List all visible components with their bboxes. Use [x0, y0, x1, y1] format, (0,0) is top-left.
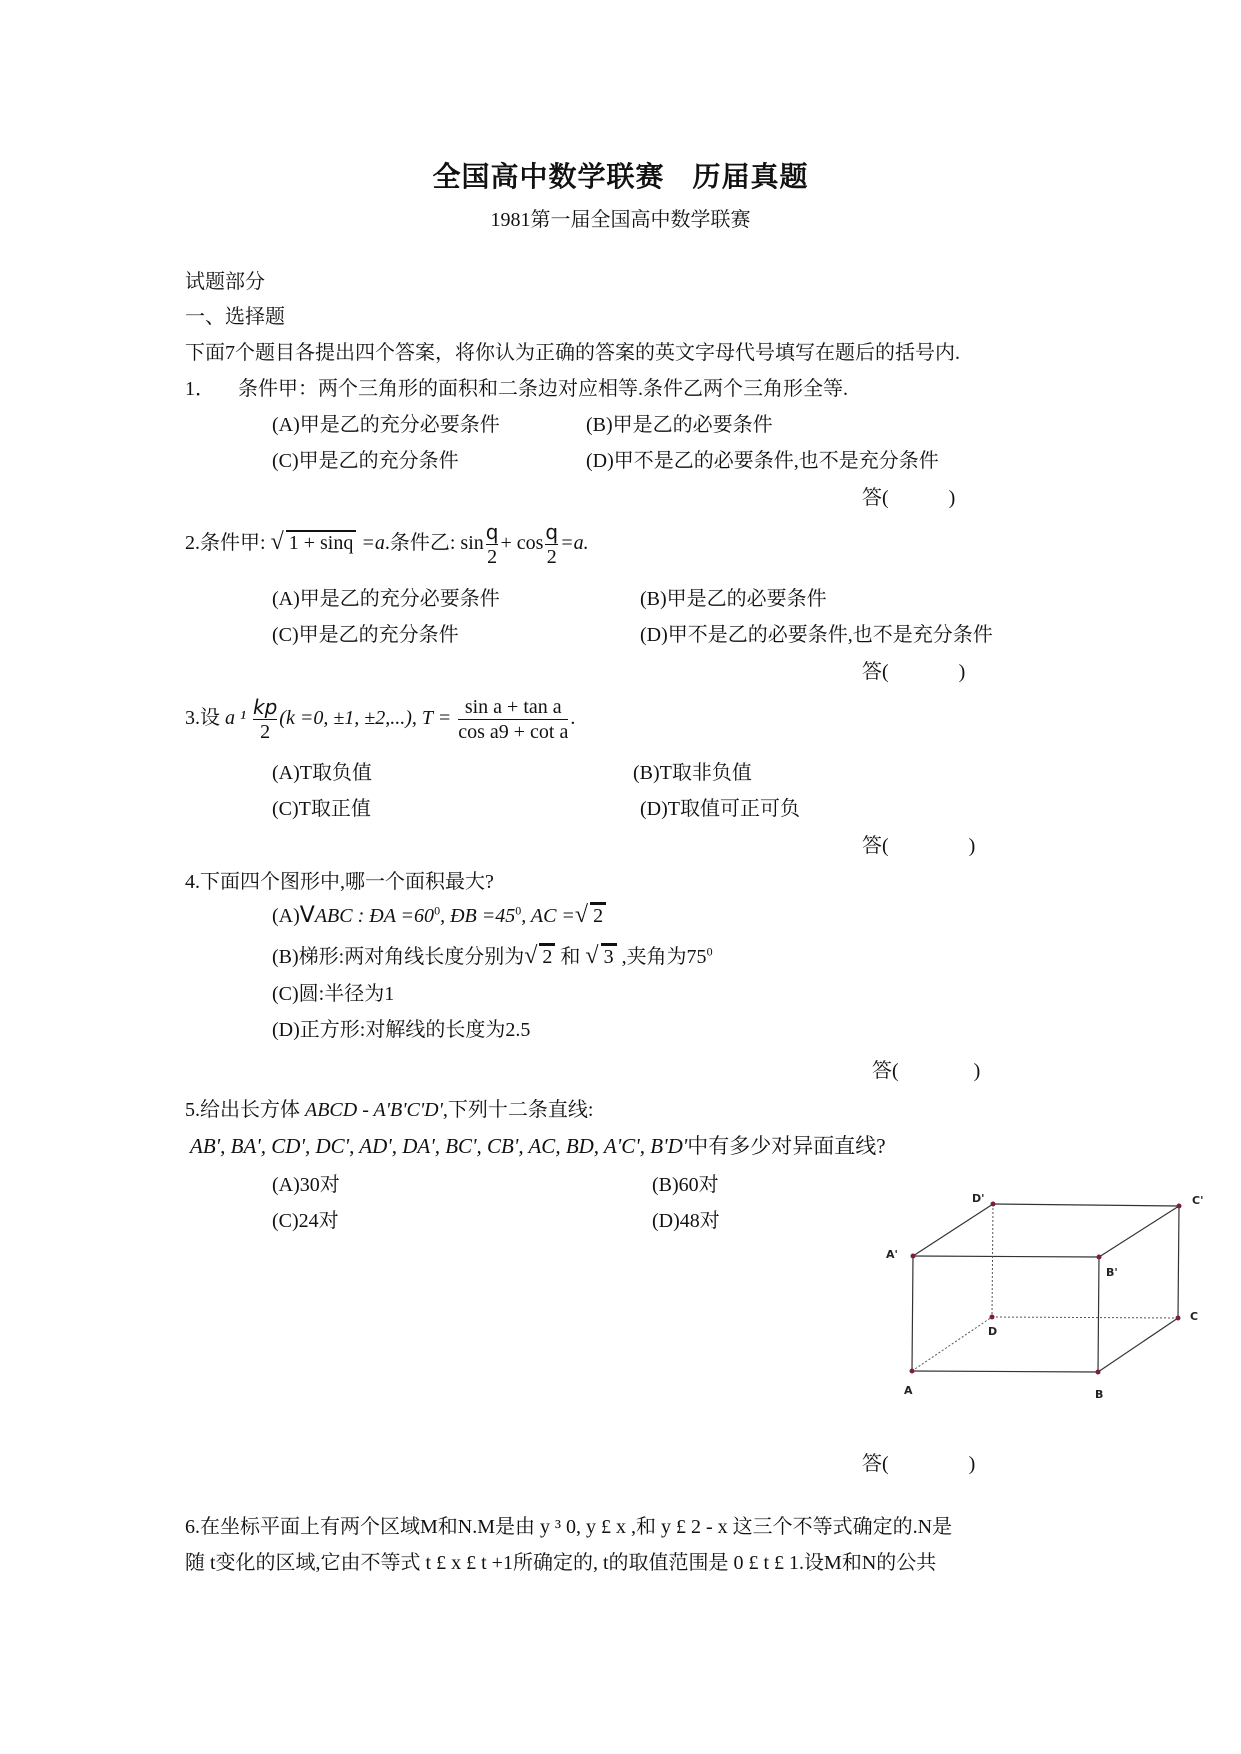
triangle-icon: V: [299, 903, 315, 928]
vertex-label: B': [1106, 1266, 1118, 1279]
question-2-stem: [185, 520, 589, 569]
question-number: 6.: [185, 1516, 200, 1538]
answer-close: ): [948, 487, 956, 509]
q4-option-b: [272, 940, 713, 970]
sqrt-icon: √: [270, 529, 284, 556]
numerator: sin a + tan a: [464, 696, 562, 718]
vertex-label: A': [886, 1248, 898, 1261]
option-end: , AC =: [521, 905, 575, 927]
q3-option-a: (A)T取负值: [272, 762, 372, 784]
option-mid: , ÐB =45: [440, 905, 516, 927]
fraction-T: [458, 695, 568, 744]
a-not-equal: a ¹: [225, 707, 246, 730]
vertex-label: A: [904, 1384, 913, 1397]
q4-answer-blank[interactable]: [872, 1054, 980, 1083]
cuboid-figure: [880, 1190, 1220, 1410]
q3-option-c: (C)T取正值: [272, 798, 371, 820]
q5-option-b: (B)60对: [652, 1174, 719, 1196]
numerator: kp: [253, 695, 278, 719]
q2-option-c: (C)甲是乙的充分条件: [272, 624, 459, 646]
question-number: 3.设: [185, 707, 220, 730]
line-list: AB', BA', CD', DC', AD', DA', BC', CB', AC, BD, A'C', B'D': [190, 1134, 688, 1158]
cuboid-diagram: [880, 1190, 1220, 1410]
question-6-line-2: 随 t变化的区域,它由不等式 t £ x £ t +1所确定的, t的取值范围是 0 £ t £ 1.设M和N的公共: [185, 1552, 937, 1574]
question-number: 1．: [185, 378, 215, 400]
q2-option-a: (A)甲是乙的充分必要条件: [272, 588, 500, 610]
q5-option-c: (C)24对: [272, 1210, 339, 1232]
title-part-1: 全国高中数学联赛: [432, 160, 665, 193]
question-text: 条件甲：两个三角形的面积和二条边对应相等.条件乙两个三角形全等.: [238, 378, 848, 400]
answer-label: 答(: [862, 661, 889, 683]
answer-label: 答(: [872, 1060, 899, 1082]
plus-cos: + cos: [500, 532, 544, 555]
q1-option-d: (D)甲不是乙的必要条件,也不是充分条件: [586, 450, 939, 472]
q1-option-c: (C)甲是乙的充分条件: [272, 450, 459, 472]
q2-option-b: (B)甲是乙的必要条件: [640, 588, 827, 610]
q3-option-d: (D)T取值可正可负: [640, 798, 800, 820]
q5-option-a: (A)30对: [272, 1174, 340, 1196]
solid-name: ABCD - A'B'C'D': [305, 1099, 443, 1121]
question-number: 2.: [185, 532, 200, 555]
numerator: q: [545, 520, 559, 544]
q5-answer-blank[interactable]: [862, 1447, 975, 1476]
fraction-q-over-2: [486, 520, 499, 569]
q1-option-a: (A)甲是乙的充分必要条件: [272, 414, 500, 436]
question-number: 4.: [185, 871, 200, 893]
option-body: ABC : ÐA =60: [314, 905, 435, 927]
q4-option-c: (C)圆:半径为1: [272, 983, 395, 1005]
stem-prefix: 条件甲:: [200, 532, 266, 555]
instructions: 下面7个题目各提出四个答案，将你认为正确的答案的英文字母代号填写在题后的括号内.: [185, 342, 960, 364]
numerator: q: [485, 520, 499, 544]
question-5-lines: [190, 1130, 886, 1160]
stem-mid: .条件乙:: [384, 532, 456, 555]
vertex-label: C: [1190, 1310, 1199, 1323]
answer-label: 答(: [862, 835, 889, 857]
fraction-kp-over-2: [253, 695, 277, 744]
sqrt-content: 2: [590, 902, 606, 928]
degree-sup: 0: [434, 903, 441, 918]
denominator: 2: [253, 719, 277, 744]
equals-a: =a: [361, 532, 385, 555]
sqrt-content: 2: [539, 943, 555, 969]
sin-label: sin: [460, 532, 484, 555]
equals-a-end: =a.: [560, 532, 589, 555]
part-label: 试题部分: [185, 271, 265, 293]
denominator: cos a9 + cot a: [458, 721, 569, 743]
option-prefix: (A): [272, 905, 300, 927]
question-3-stem: [185, 695, 575, 744]
q2-option-d: (D)甲不是乙的必要条件,也不是充分条件: [640, 624, 993, 646]
answer-close: ): [968, 1453, 976, 1475]
answer-label: 答(: [862, 487, 889, 509]
answer-label: 答(: [862, 1453, 889, 1475]
sqrt-icon: √: [585, 943, 599, 969]
degree-sup: 0: [515, 903, 522, 918]
q3-answer-blank[interactable]: [862, 829, 975, 858]
option-end: ,夹角为75: [616, 946, 707, 968]
denominator: 2: [546, 546, 557, 568]
and-text: 和: [555, 946, 586, 968]
answer-close: ): [973, 1060, 981, 1082]
document-title: [0, 155, 1241, 195]
answer-close: ): [958, 661, 966, 683]
vertex-label: B: [1095, 1388, 1104, 1401]
vertex-label: C': [1192, 1194, 1204, 1207]
question-text: 下面四个图形中,哪一个面积最大?: [200, 871, 494, 893]
q3-option-b: (B)T取非负值: [633, 762, 752, 784]
q2-answer-blank[interactable]: [862, 655, 965, 684]
stem-suffix: ,下列十二条直线:: [442, 1099, 594, 1121]
period: .: [570, 707, 576, 730]
sqrt-icon: √: [524, 943, 538, 969]
question-6-line-1: [185, 1510, 952, 1539]
document-subtitle: 1981第一届全国高中数学联赛: [490, 209, 751, 231]
section-heading: 一、选择题: [185, 306, 285, 328]
title-part-2: 历届真题: [692, 160, 809, 193]
q4-option-a: [272, 902, 606, 929]
k-range: (k =0, ±1, ±2,...), T =: [279, 707, 452, 730]
degree-sup: 0: [706, 944, 713, 959]
stem-prefix: 给出长方体: [200, 1099, 300, 1121]
question-4-stem: [185, 865, 494, 894]
question-text: 在坐标平面上有两个区域M和N.M是由 y ³ 0, y £ x ,和 y £ 2 - x 这三个不等式确定的.N是: [200, 1516, 953, 1538]
sqrt-icon: √: [574, 902, 589, 928]
vertex-label: D': [972, 1192, 985, 1205]
question-1-stem: [185, 372, 848, 401]
sqrt-content: 3: [601, 943, 617, 969]
q1-option-b: (B)甲是乙的必要条件: [586, 414, 773, 436]
sqrt-content: 1 + sinq: [286, 530, 357, 555]
question-text: 中有多少对异面直线?: [687, 1134, 886, 1158]
denominator: 2: [487, 546, 498, 568]
q1-answer-blank[interactable]: [862, 481, 955, 510]
question-5-stem: [185, 1093, 593, 1122]
option-prefix: (B)梯形:两对角线长度分别为: [272, 946, 525, 968]
q4-option-d: (D)正方形:对解线的长度为2.5: [272, 1019, 531, 1041]
fraction-q-over-2: [545, 520, 558, 569]
q5-option-d: (D)48对: [652, 1210, 720, 1232]
vertex-label: D: [988, 1325, 998, 1338]
question-number: 5.: [185, 1099, 200, 1121]
answer-close: ): [968, 835, 976, 857]
